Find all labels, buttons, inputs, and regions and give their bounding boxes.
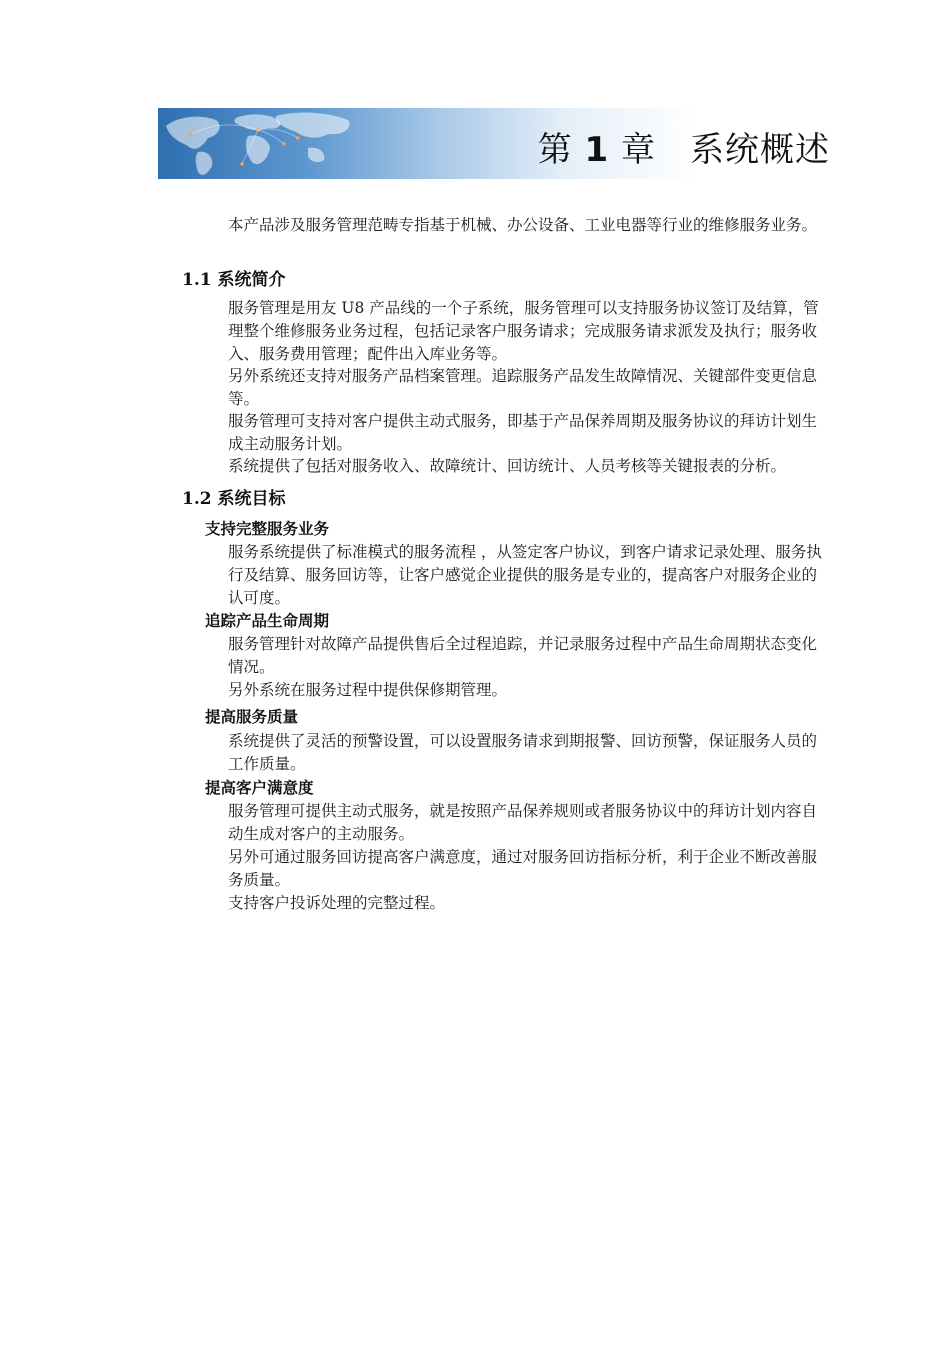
paragraph: 系统提供了包括对服务收入、故障统计、回访统计、人员考核等关键报表的分析。 <box>228 457 787 475</box>
paragraph: 服务管理可提供主动式服务，就是按照产品保养规则或者服务协议中的拜访计划内容自动生成对客户的主动服务。 <box>228 802 818 843</box>
paragraph: 支持客户投诉处理的完整过程。 <box>228 894 446 912</box>
paragraph: 服务系统提供了标准模式的服务流程 ，从签定客户协议，到客户请求记录处理、服务执行及结算、服务回访等，让客户感觉企业提供的服务是专业的，提高客户对服务企业的认可度。 <box>228 543 822 607</box>
chapter-suffix: 章 <box>621 130 656 170</box>
chapter-name: 系统概述 <box>690 130 830 170</box>
paragraph: 另外系统在服务过程中提供保修期管理。 <box>228 681 508 699</box>
chapter-title <box>538 122 830 171</box>
paragraph: 系统提供了灵活的预警设置，可以设置服务请求到期报警、回访预警，保证服务人员的工作质量。 <box>228 732 818 773</box>
goal-heading: 提高客户满意度 <box>205 778 314 797</box>
goal-heading: 追踪产品生命周期 <box>205 611 330 630</box>
section-heading-1-1: 1.1 系统简介 <box>182 270 286 290</box>
paragraph: 另外系统还支持对服务产品档案管理。追踪服务产品发生故障情况、关键部件变更信息等。 <box>228 367 818 408</box>
paragraph: 服务管理针对故障产品提供售后全过程追踪，并记录服务过程中产品生命周期状态变化情况。 <box>228 635 818 676</box>
goal-heading: 提高服务质量 <box>205 707 299 726</box>
chapter-banner <box>158 108 830 179</box>
section-heading-1-2: 1.2 系统目标 <box>182 489 286 509</box>
paragraph: 服务管理是用友 U8 产品线的一个子系统，服务管理可以支持服务协议签订及结算，管理整个维修服务业务过程，包括记录客户服务请求；完成服务请求派发及执行；服务收入、服务费用管理；配件出入库业务等。 <box>228 299 819 363</box>
intro-paragraph: 本产品涉及服务管理范畴专指基于机械、办公设备、工业电器等行业的维修服务业务。 <box>228 216 818 234</box>
paragraph: 另外可通过服务回访提高客户满意度，通过对服务回访指标分析，利于企业不断改善服务质量。 <box>228 848 818 889</box>
chapter-prefix: 第 <box>537 130 573 170</box>
goal-heading: 支持完整服务业务 <box>205 519 330 538</box>
paragraph: 服务管理可支持对客户提供主动式服务，即基于产品保养周期及服务协议的拜访计划生成主动服务计划。 <box>228 412 818 453</box>
chapter-number: 1 <box>584 130 610 170</box>
